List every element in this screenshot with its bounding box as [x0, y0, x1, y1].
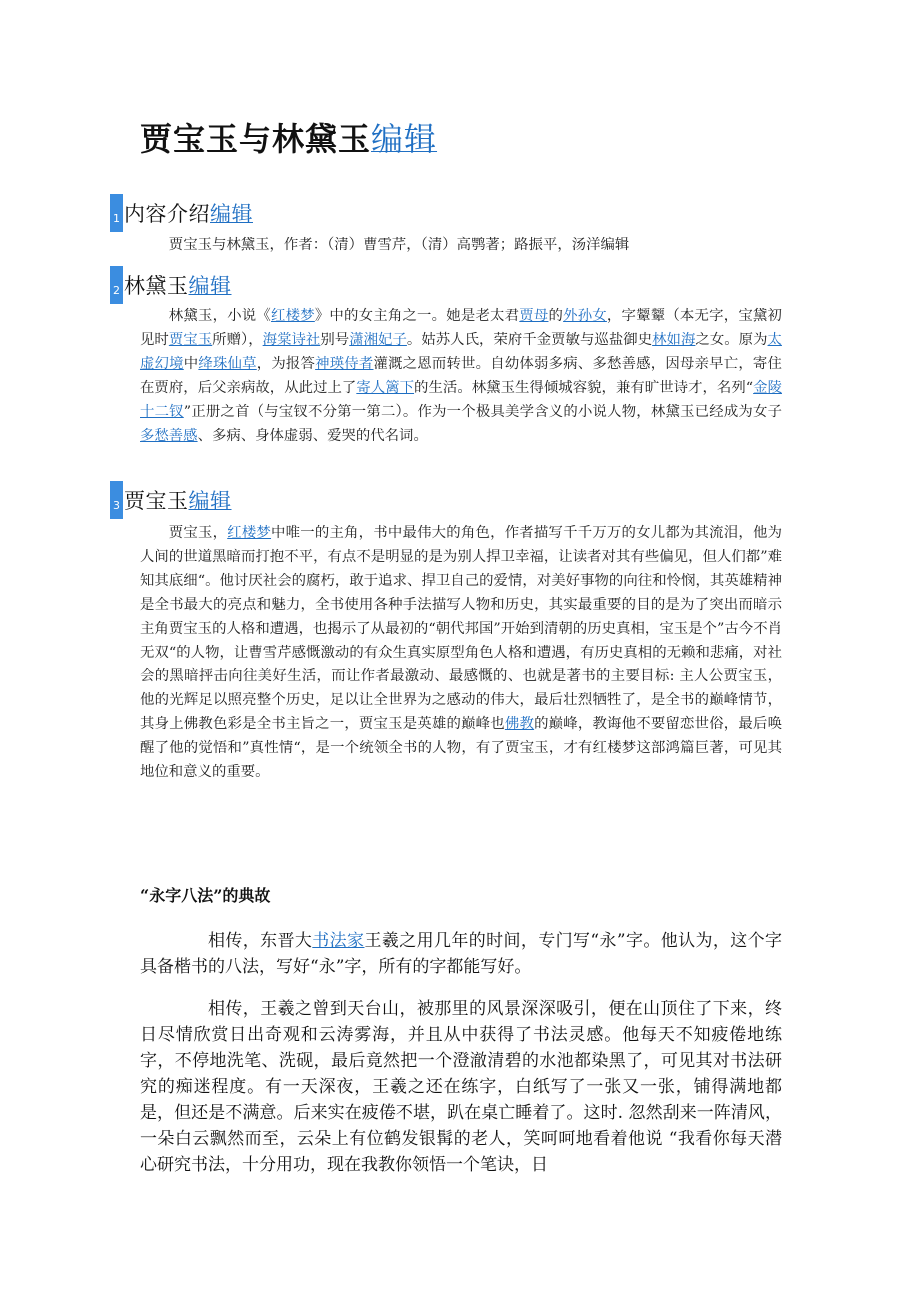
text-run: 所赠）， [212, 331, 263, 348]
section-heading-intro [110, 194, 253, 232]
text-run: 中唯一的主角，书中最伟大的角色，作者描写千千万万的女儿都为其流泪，他为人间的世道黑暗而打抱不平，有点不是明显的是为别人捍卫幸福，让读者对其有些偏见，但人们都”难知其底细“。他讨厌社会的腐朽，敢于追求、捍卫自己的爱情，对美好事物的向往和怜悯，其英雄精神是全书最大的亮点和魅力，全书使用各种手法描写人物和历史，其实最重要的目的是为了突出而暗示主角贾宝玉的人格和遭遇，也揭示了从最初的“朝代邦国”开始到清朝的历史真相，宝玉是个”古今不肖无双“的人物，让曹雪芹感慨激动的有众生真实原型角色人格和遭遇，有历史真相的无赖和悲痛，对社会的黑暗抨击向往美好生活，而让作者最激动、最感慨的、也就是著书的主要目标: 主人公贾宝玉，他的光辉足以照亮整个历史，足以让全世界为之感动的伟大，最后壮烈牺牲了，是全书的巅峰情节，其身上佛教色彩是全书主旨之一，贾宝玉是英雄的巅峰也 [140, 525, 782, 733]
section-title-text: 贾宝玉 [124, 489, 189, 513]
link-xiaoxiangfeizi[interactable]: 潇湘妃子 [349, 331, 407, 348]
text-run: 贾宝玉， [168, 525, 228, 541]
story-paragraph-2: 相传，王羲之曾到天台山，被那里的风景深深吸引，便在山顶住了下来，终日尽情欣赏日出奇观和云涛雾海，并且从中获得了书法灵感。他每天不知疲倦地练字，不停地洗笔、洗砚，最后竟然把一个澄澈清碧的水池都染黑了，可见其对书法研究的痴迷程度。有一天深夜，王羲之还在练字，白纸写了一张又一张，铺得满地都是，但还是不满意。后来实在疲倦不堪，趴在桌亡睡着了。这时. 忽然刮来一阵清风，一朵白云飘然而至，云朵上有位鹤发银髯的老人，笑呵呵地看着他说 “我看你每天潜心研究书法，十分用功，现在我教你领悟一个笔诀，日 [140, 999, 782, 1175]
text-run: 相传，东晋大 [208, 931, 313, 951]
text-run: 》中的女主角之一。她是老太君 [314, 308, 520, 324]
link-fojiao[interactable]: 佛教 [504, 716, 535, 733]
text-run: 中 [183, 355, 199, 372]
link-jirenlixia[interactable]: 寄人篱下 [356, 379, 415, 396]
page-title-text: 贾宝玉与林黛玉 [140, 120, 372, 158]
link-duochoushangan[interactable]: 多愁善感 [140, 427, 198, 444]
text-run: 之女。原为 [695, 331, 768, 348]
text-run: 的生活。林黛玉生得倾城容貌，兼有旷世诗才，名列“ [414, 379, 754, 396]
link-shufajia[interactable]: 书法家 [312, 931, 365, 951]
text-run: 别号 [320, 331, 350, 348]
lindaiyu-paragraph [140, 305, 782, 448]
intro-paragraph: 贾宝玉与林黛玉，作者：（清）曹雪芹，（清）高鹗著；路振平，汤洋编辑 [168, 237, 630, 253]
link-jiabaoyu[interactable]: 贾宝玉 [168, 331, 213, 348]
link-hongloumeng[interactable]: 红楼梦 [227, 525, 272, 541]
link-jiangzhuxiancao[interactable]: 绛珠仙草 [198, 355, 257, 372]
link-linruhai[interactable]: 林如海 [652, 331, 696, 348]
section-edit-link[interactable]: 编辑 [210, 202, 253, 226]
link-haitangshishe[interactable]: 海棠诗社 [262, 331, 321, 348]
text-run: 王羲之用几年的时间，专门写“永”字。他认为，这个字具备楷书的八法，写好“永”字，所有的字都能写好。 [140, 931, 783, 977]
story-title: “永字八法”的典故 [140, 886, 271, 905]
text-run: ”正册之首（与宝钗不分第一第二）。作为一个极具美学含义的小说人物，林黛玉已经成为女子 [183, 403, 782, 420]
page-title [140, 114, 437, 160]
text-run: ，字颦颦（本无字，宝黛初见时 [140, 308, 782, 348]
text-run: 的巅峰，教诲他不要留恋世俗，最后唤醒了他的觉悟和”真性情“，是一个统领全书的人物，有了贾宝玉，才有红楼梦这部鸿篇巨著，可见其地位和意义的重要。 [140, 716, 782, 781]
text-run: 、多病、身体虚弱、爱哭的代名词。 [197, 427, 428, 444]
text-run: ，为报答 [256, 355, 316, 372]
section-heading-lindaiyu [110, 266, 232, 304]
section-title-text: 内容介绍 [124, 202, 210, 226]
link-jinlingshierchai[interactable]: 金陵十二钗 [140, 379, 782, 420]
section-title-text: 林黛玉 [124, 274, 189, 298]
jiabaoyu-paragraph [140, 522, 782, 785]
section-edit-link[interactable]: 编辑 [188, 274, 232, 298]
link-taixuhuanjing[interactable]: 太虚幻境 [140, 331, 782, 372]
link-shenyingshizhe[interactable]: 神瑛侍者 [315, 355, 374, 372]
section-title [124, 198, 253, 228]
text-run: 林黛玉，小说《 [168, 308, 272, 324]
text-run: 灌溉之恩而转世。自幼体弱多病、多愁善感，因母亲早亡，寄住在贾府，后父亲病故，从此过上了 [140, 355, 782, 396]
section-number-badge: 1 [110, 194, 123, 232]
section-heading-jiabaoyu [110, 481, 232, 519]
link-hongloumeng[interactable]: 红楼梦 [271, 308, 315, 324]
section-edit-link[interactable]: 编辑 [188, 489, 232, 513]
story-paragraph-1 [140, 928, 782, 980]
text-run: 。姑苏人氏，荣府千金贾敏与巡盐御史 [406, 331, 653, 348]
link-jiamu[interactable]: 贾母 [519, 308, 549, 324]
section-number-badge: 3 [110, 481, 123, 519]
text-run: 的 [548, 308, 564, 324]
section-title [124, 270, 232, 300]
link-waisunnv[interactable]: 外孙女 [563, 308, 607, 324]
title-edit-link[interactable]: 编辑 [371, 120, 438, 158]
section-title [124, 485, 232, 515]
section-number-badge: 2 [110, 266, 123, 304]
